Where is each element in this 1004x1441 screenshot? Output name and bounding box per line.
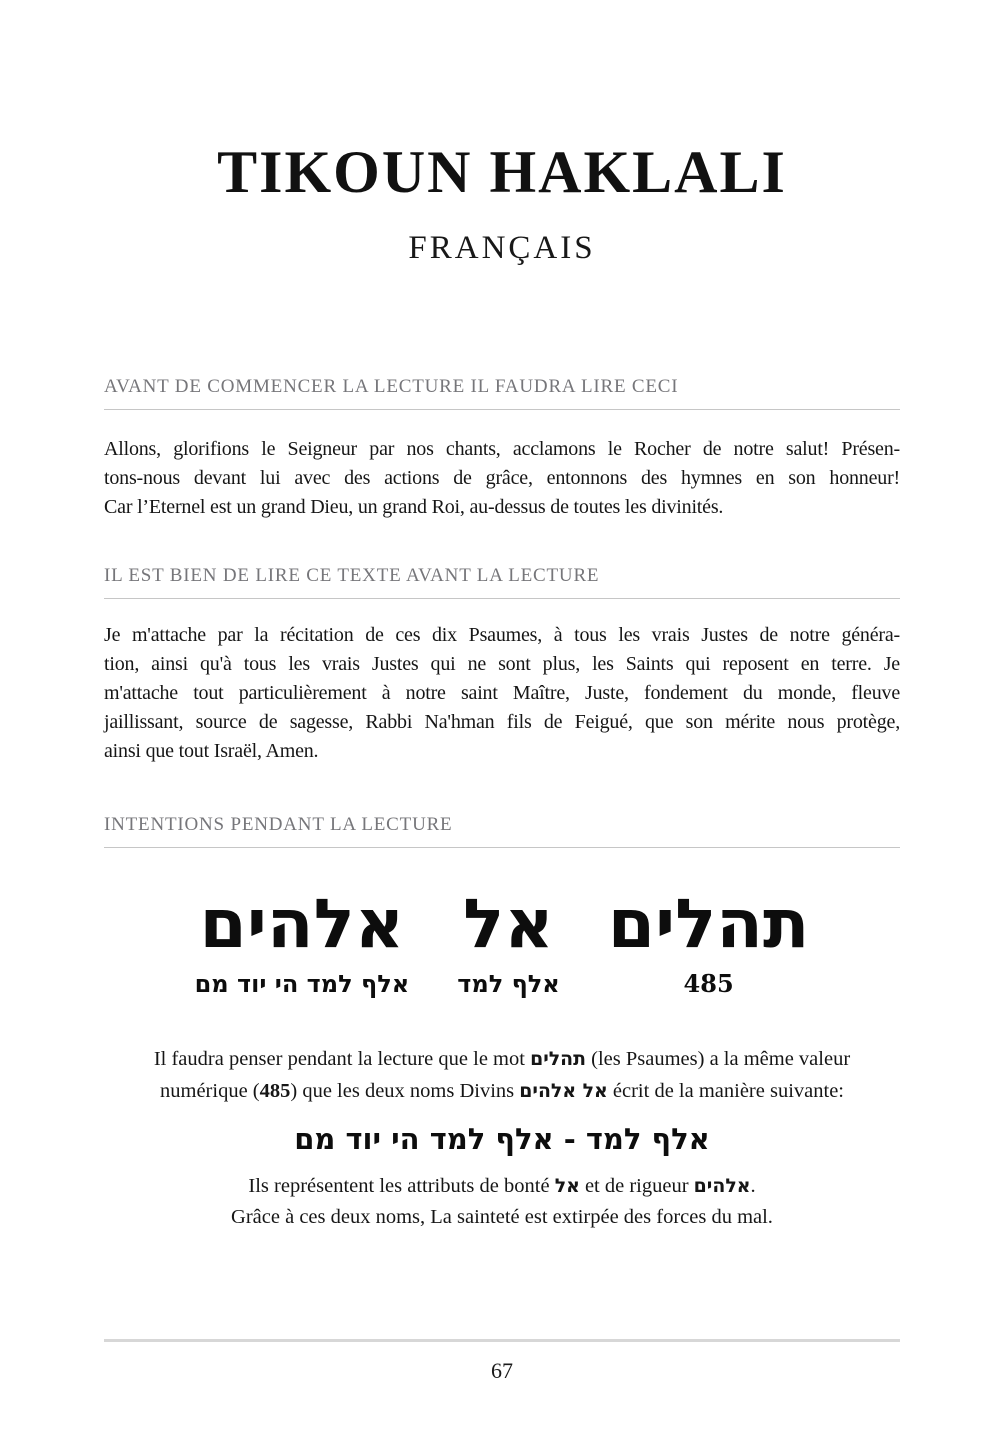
explanation-line-2 [104,1075,900,1107]
page-title: TIKOUN HAKLALI [217,139,787,205]
hebrew-inline-el-elohim: אל אלהים [519,1080,608,1103]
explanation-line-1 [104,1043,900,1075]
gematria-column-elohim [195,880,410,999]
hebrew-spelled-names-line: אלף למד - אלף למד הי יוד מם [294,1122,710,1157]
attributes-block [104,1171,900,1233]
text-line: Allons, glorifions le Seigneur par nos chants, acclamons le Rocher de notre salut! Présen- [104,438,900,460]
footer-divider [104,1339,900,1342]
gematria-value: 485 [683,969,734,999]
explanation-block [104,1043,900,1107]
attributes-text: et de rigueur [579,1175,694,1198]
text-line: jaillissant, source de sagesse, Rabbi Na'hman fils de Feigué, que son mérite nous protège, [104,711,900,733]
paragraph-bien [104,621,900,766]
attributes-text: Ils représentent les attributs de bonté [248,1175,555,1198]
text-line: tion, ainsi qu'à tous les vrais Justes qui ne sont plus, les Saints qui reposent en terre. Je [104,653,900,675]
explanation-text: Il faudra penser pendant la lecture que le mot [153,1048,531,1071]
hebrew-inline-elohim: אלהים [693,1175,751,1198]
section-heading-avant: AVANT DE COMMENCER LA LECTURE IL FAUDRA LIRE CECI [104,377,900,410]
section-heading-bien: IL EST BIEN DE LIRE CE TEXTE AVANT LA LECTURE [104,566,900,599]
page-subtitle: FRANÇAIS [408,230,596,266]
hebrew-spelling-el: אלף למד [457,969,560,999]
section-heading-intentions: INTENTIONS PENDANT LA LECTURE [104,815,900,848]
paragraph-avant [104,435,900,522]
hebrew-spelling-elohim: אלף למד הי יוד מם [194,969,410,999]
attributes-text: . [750,1175,756,1198]
text-line: Je m'attache par la récitation de ces dix Psaumes, à tous les vrais Justes de notre généra- [104,624,900,646]
hebrew-word-el: אל [463,884,554,964]
gematria-display [104,880,900,999]
gematria-value-inline: 485 [259,1080,291,1103]
gematria-column-tehilim [608,880,810,999]
page-number: 67 [491,1358,513,1383]
hebrew-inline-tehilim: תהלים [530,1048,587,1071]
gematria-column-el [457,880,560,999]
hebrew-inline-el: אל [554,1175,580,1198]
text-line: Car l’Eternel est un grand Dieu, un grand Roi, au-dessus de toutes les divinités. [104,496,724,518]
explanation-text: ) que les deux noms Divins [290,1080,520,1103]
attributes-line-2: Grâce à ces deux noms, La sainteté est extirpée des forces du mal. [231,1206,773,1229]
text-line: tons-nous devant lui avec des actions de grâce, entonnons des hymnes en son honneur! [104,467,900,489]
explanation-text: numérique ( [160,1080,260,1103]
text-line: m'attache tout particulièrement à notre saint Maître, Juste, fondement du monde, fleuve [104,682,900,704]
attributes-line-1 [104,1171,900,1202]
explanation-text: écrit de la manière suivante: [607,1080,844,1103]
hebrew-word-elohim: אלהים [199,884,405,964]
text-line: ainsi que tout Israël, Amen. [104,740,319,762]
explanation-text: (les Psaumes) a la même valeur [586,1048,851,1071]
hebrew-word-tehilim: תהלים [607,884,810,964]
